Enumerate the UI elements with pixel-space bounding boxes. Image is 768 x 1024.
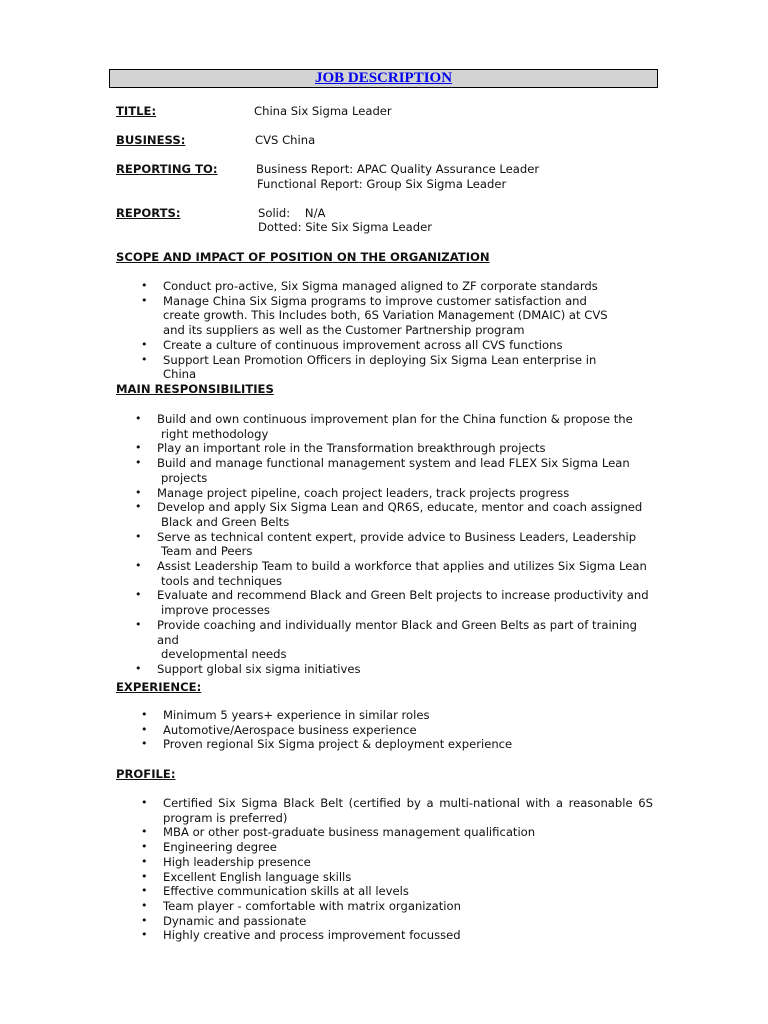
list-item: • Serve as technical content expert, provide advice to Business Leaders, Leadership Team and Peers (157, 530, 657, 559)
list-item: • Assist Leadership Team to build a workforce that applies and utilizes Six Sigma Lean tools and techniques (157, 559, 657, 588)
title-value: China Six Sigma Leader (254, 104, 392, 118)
list-item: • Engineering degree (163, 840, 653, 855)
reports-dotted: Dotted: Site Six Sigma Leader (258, 220, 433, 234)
profile-heading: PROFILE: (116, 767, 176, 781)
reports-label: REPORTS: (116, 206, 181, 220)
list-item: • Proven regional Six Sigma project & deployment experience (163, 737, 643, 752)
list-item: • Effective communication skills at all levels (163, 884, 653, 899)
list-item: • Support global six sigma initiatives (157, 662, 657, 677)
list-item: • Certified Six Sigma Black Belt (certified by a multi-national with a reasonable 6S program is preferred) (163, 796, 653, 825)
list-item: • High leadership presence (163, 855, 653, 870)
responsibilities-list (157, 412, 657, 677)
document-title: JOB DESCRIPTION (314, 70, 453, 86)
title-label: TITLE: (116, 104, 157, 118)
profile-list (163, 796, 653, 943)
list-item: • Highly creative and process improvement focussed (163, 928, 653, 943)
list-item: • Create a culture of continuous improvement across all CVS functions (163, 338, 625, 353)
list-item: • Build and own continuous improvement plan for the China function & propose the right methodology (157, 412, 657, 441)
document-header (109, 69, 658, 88)
list-item: • Play an important role in the Transformation breakthrough projects (157, 441, 657, 456)
scope-list (163, 279, 625, 382)
responsibilities-heading: MAIN RESPONSIBILITIES (116, 382, 274, 396)
list-item: • MBA or other post-graduate business management qualification (163, 825, 653, 840)
reporting-business-report: Business Report: APAC Quality Assurance Leader (256, 162, 540, 176)
list-item: • Minimum 5 years+ experience in similar roles (163, 708, 643, 723)
experience-list (163, 708, 643, 752)
reporting-to-label: REPORTING TO: (116, 162, 218, 176)
reporting-functional-report: Functional Report: Group Six Sigma Leader (257, 177, 507, 191)
list-item: • Manage China Six Sigma programs to improve customer satisfaction and create growth. This Includes both, 6S Variation Management (DMAIC) at CVS and its suppliers as well as the Customer Partnership program (163, 294, 625, 338)
list-item: • Build and manage functional management system and lead FLEX Six Sigma Lean projects (157, 456, 657, 485)
business-label: BUSINESS: (116, 133, 186, 147)
scope-heading: SCOPE AND IMPACT OF POSITION ON THE ORGANIZATION (116, 250, 490, 264)
list-item: • Excellent English language skills (163, 870, 653, 885)
list-item: • Manage project pipeline, coach project leaders, track projects progress (157, 486, 657, 501)
list-item: • Support Lean Promotion Officers in deploying Six Sigma Lean enterprise in China (163, 353, 625, 382)
list-item: • Team player - comfortable with matrix organization (163, 899, 653, 914)
list-item: • Conduct pro-active, Six Sigma managed aligned to ZF corporate standards (163, 279, 625, 294)
list-item: • Dynamic and passionate (163, 914, 653, 929)
list-item: • Provide coaching and individually mentor Black and Green Belts as part of training and developmental needs (157, 618, 657, 662)
reports-solid: Solid: N/A (258, 206, 326, 220)
experience-heading: EXPERIENCE: (116, 680, 202, 694)
list-item: • Develop and apply Six Sigma Lean and QR6S, educate, mentor and coach assigned Black and Green Belts (157, 500, 657, 529)
list-item: • Automotive/Aerospace business experience (163, 723, 643, 738)
list-item: • Evaluate and recommend Black and Green Belt projects to increase productivity and improve processes (157, 588, 657, 617)
business-value: CVS China (255, 133, 316, 147)
